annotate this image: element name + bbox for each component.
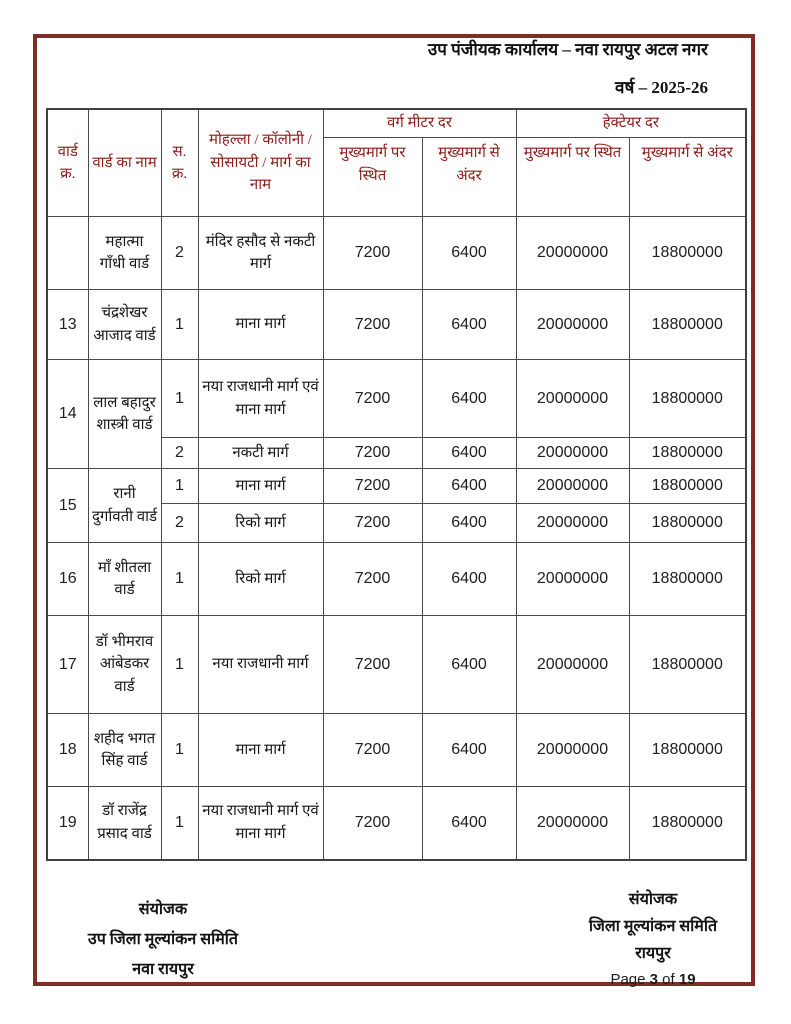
rate-table xyxy=(46,108,747,861)
road-name-cell: नया राजधानी मार्ग एवं माना मार्ग xyxy=(198,360,323,438)
sqm-main-rate-cell: 7200 xyxy=(323,504,422,543)
road-name-cell: मंदिर हसौद से नकटी मार्ग xyxy=(198,217,323,290)
ward-no-cell: 13 xyxy=(47,290,88,360)
hectare-main-rate-cell: 20000000 xyxy=(516,360,629,438)
ward-name-cell: डॉ भीमराव आंबेडकर वार्ड xyxy=(88,616,161,714)
rate-table-header xyxy=(47,109,746,217)
rate-table-body xyxy=(47,217,746,860)
hectare-inner-rate-cell: 18800000 xyxy=(629,504,746,543)
col-header-sqm-inside: मुख्यमार्ग से अंदर xyxy=(422,138,516,217)
col-header-sqm-on-main-road: मुख्यमार्ग पर स्थित xyxy=(323,138,422,217)
year-label: वर्ष – 2025-26 xyxy=(615,78,708,97)
serial-no-cell: 1 xyxy=(161,290,198,360)
serial-no-cell: 1 xyxy=(161,616,198,714)
hectare-inner-rate-cell: 18800000 xyxy=(629,217,746,290)
hectare-inner-rate-cell: 18800000 xyxy=(629,360,746,438)
table-row xyxy=(47,616,746,714)
serial-no-cell: 1 xyxy=(161,360,198,438)
ward-no-cell: 17 xyxy=(47,616,88,714)
serial-no-cell: 2 xyxy=(161,504,198,543)
road-name-cell: नया राजधानी मार्ग xyxy=(198,616,323,714)
sqm-main-rate-cell: 7200 xyxy=(323,217,422,290)
table-row xyxy=(47,787,746,860)
sqm-inner-rate-cell: 6400 xyxy=(422,543,516,616)
hectare-main-rate-cell: 20000000 xyxy=(516,543,629,616)
ward-name-cell: महात्मा गाँधी वार्ड xyxy=(88,217,161,290)
sqm-inner-rate-cell: 6400 xyxy=(422,787,516,860)
footer-right-place: रायपुर xyxy=(635,945,671,962)
page-number-total: 19 xyxy=(678,971,696,988)
ward-no-cell: 18 xyxy=(47,714,88,787)
page-number-middle: of xyxy=(662,971,675,988)
footer-left-committee: उप जिला मूल्यांकन समिति xyxy=(87,931,239,948)
sqm-main-rate-cell: 7200 xyxy=(323,438,422,469)
sqm-main-rate-cell: 7200 xyxy=(323,469,422,504)
sqm-inner-rate-cell: 6400 xyxy=(422,616,516,714)
serial-no-cell: 1 xyxy=(161,787,198,860)
col-header-hectare-inside: मुख्यमार्ग से अंदर xyxy=(629,138,746,217)
hectare-main-rate-cell: 20000000 xyxy=(516,504,629,543)
sqm-main-rate-cell: 7200 xyxy=(323,714,422,787)
sqm-inner-rate-cell: 6400 xyxy=(422,290,516,360)
ward-no-cell: 19 xyxy=(47,787,88,860)
road-name-cell: रिको मार्ग xyxy=(198,504,323,543)
table-row xyxy=(47,469,746,504)
table-row xyxy=(47,543,746,616)
col-header-serial-no: स. क्र. xyxy=(161,109,198,217)
ward-no-cell: 16 xyxy=(47,543,88,616)
serial-no-cell: 1 xyxy=(161,469,198,504)
serial-no-cell: 2 xyxy=(161,217,198,290)
serial-no-cell: 2 xyxy=(161,438,198,469)
footer-left-role: संयोजक xyxy=(138,901,188,918)
sqm-inner-rate-cell: 6400 xyxy=(422,714,516,787)
ward-no-cell: 15 xyxy=(47,469,88,543)
ward-name-cell: शहीद भगत सिंह वार्ड xyxy=(88,714,161,787)
office-title: उप पंजीयक कार्यालय – नवा रायपुर अटल नगर xyxy=(427,40,708,59)
hectare-inner-rate-cell: 18800000 xyxy=(629,290,746,360)
hectare-main-rate-cell: 20000000 xyxy=(516,438,629,469)
road-name-cell: माना मार्ग xyxy=(198,290,323,360)
col-header-hectare-on-main-road: मुख्यमार्ग पर स्थित xyxy=(516,138,629,217)
hectare-main-rate-cell: 20000000 xyxy=(516,714,629,787)
hectare-inner-rate-cell: 18800000 xyxy=(629,787,746,860)
sqm-inner-rate-cell: 6400 xyxy=(422,504,516,543)
hectare-inner-rate-cell: 18800000 xyxy=(629,616,746,714)
road-name-cell: माना मार्ग xyxy=(198,469,323,504)
hectare-main-rate-cell: 20000000 xyxy=(516,616,629,714)
hectare-main-rate-cell: 20000000 xyxy=(516,217,629,290)
table-row xyxy=(47,290,746,360)
serial-no-cell: 1 xyxy=(161,714,198,787)
table-row xyxy=(47,714,746,787)
ward-no-cell xyxy=(47,217,88,290)
ward-name-cell: रानी दुर्गावती वार्ड xyxy=(88,469,161,543)
col-header-locality: मोहल्ला / कॉलोनी / सोसायटी / मार्ग का नाम xyxy=(198,109,323,217)
hectare-main-rate-cell: 20000000 xyxy=(516,787,629,860)
road-name-cell: माना मार्ग xyxy=(198,714,323,787)
hectare-inner-rate-cell: 18800000 xyxy=(629,543,746,616)
road-name-cell: नया राजधानी मार्ग एवं माना मार्ग xyxy=(198,787,323,860)
road-name-cell: नकटी मार्ग xyxy=(198,438,323,469)
ward-name-cell: डॉ राजेंद्र प्रसाद वार्ड xyxy=(88,787,161,860)
hectare-main-rate-cell: 20000000 xyxy=(516,469,629,504)
sqm-main-rate-cell: 7200 xyxy=(323,616,422,714)
col-header-ward-name: वार्ड का नाम xyxy=(88,109,161,217)
footer-signature-right xyxy=(548,886,758,993)
page-number xyxy=(548,967,758,993)
page-number-prefix: Page xyxy=(610,971,646,988)
sqm-inner-rate-cell: 6400 xyxy=(422,360,516,438)
table-row xyxy=(47,217,746,290)
document-header xyxy=(46,38,708,99)
table-header-row-group xyxy=(47,109,746,138)
ward-name-cell: चंद्रशेखर आजाद वार्ड xyxy=(88,290,161,360)
page-number-current: 3 xyxy=(649,971,658,988)
hectare-inner-rate-cell: 18800000 xyxy=(629,438,746,469)
ward-name-cell: लाल बहादुर शास्त्री वार्ड xyxy=(88,360,161,469)
col-header-ward-no: वार्ड क्र. xyxy=(47,109,88,217)
serial-no-cell: 1 xyxy=(161,543,198,616)
ward-no-cell: 14 xyxy=(47,360,88,469)
sqm-inner-rate-cell: 6400 xyxy=(422,438,516,469)
hectare-inner-rate-cell: 18800000 xyxy=(629,714,746,787)
sqm-main-rate-cell: 7200 xyxy=(323,290,422,360)
table-row xyxy=(47,360,746,438)
hectare-main-rate-cell: 20000000 xyxy=(516,290,629,360)
footer-right-committee: जिला मूल्यांकन समिति xyxy=(588,918,718,935)
sqm-main-rate-cell: 7200 xyxy=(323,360,422,438)
col-header-sqm-rate-group: वर्ग मीटर दर xyxy=(323,109,516,138)
footer-left-place: नवा रायपुर xyxy=(132,961,194,978)
hectare-inner-rate-cell: 18800000 xyxy=(629,469,746,504)
sqm-main-rate-cell: 7200 xyxy=(323,543,422,616)
road-name-cell: रिको मार्ग xyxy=(198,543,323,616)
sqm-main-rate-cell: 7200 xyxy=(323,787,422,860)
footer-right-role: संयोजक xyxy=(628,891,678,908)
ward-name-cell: माँ शीतला वार्ड xyxy=(88,543,161,616)
col-header-hectare-rate-group: हेक्टेयर दर xyxy=(516,109,746,138)
sqm-inner-rate-cell: 6400 xyxy=(422,469,516,504)
footer-signature-left xyxy=(48,895,278,985)
sqm-inner-rate-cell: 6400 xyxy=(422,217,516,290)
